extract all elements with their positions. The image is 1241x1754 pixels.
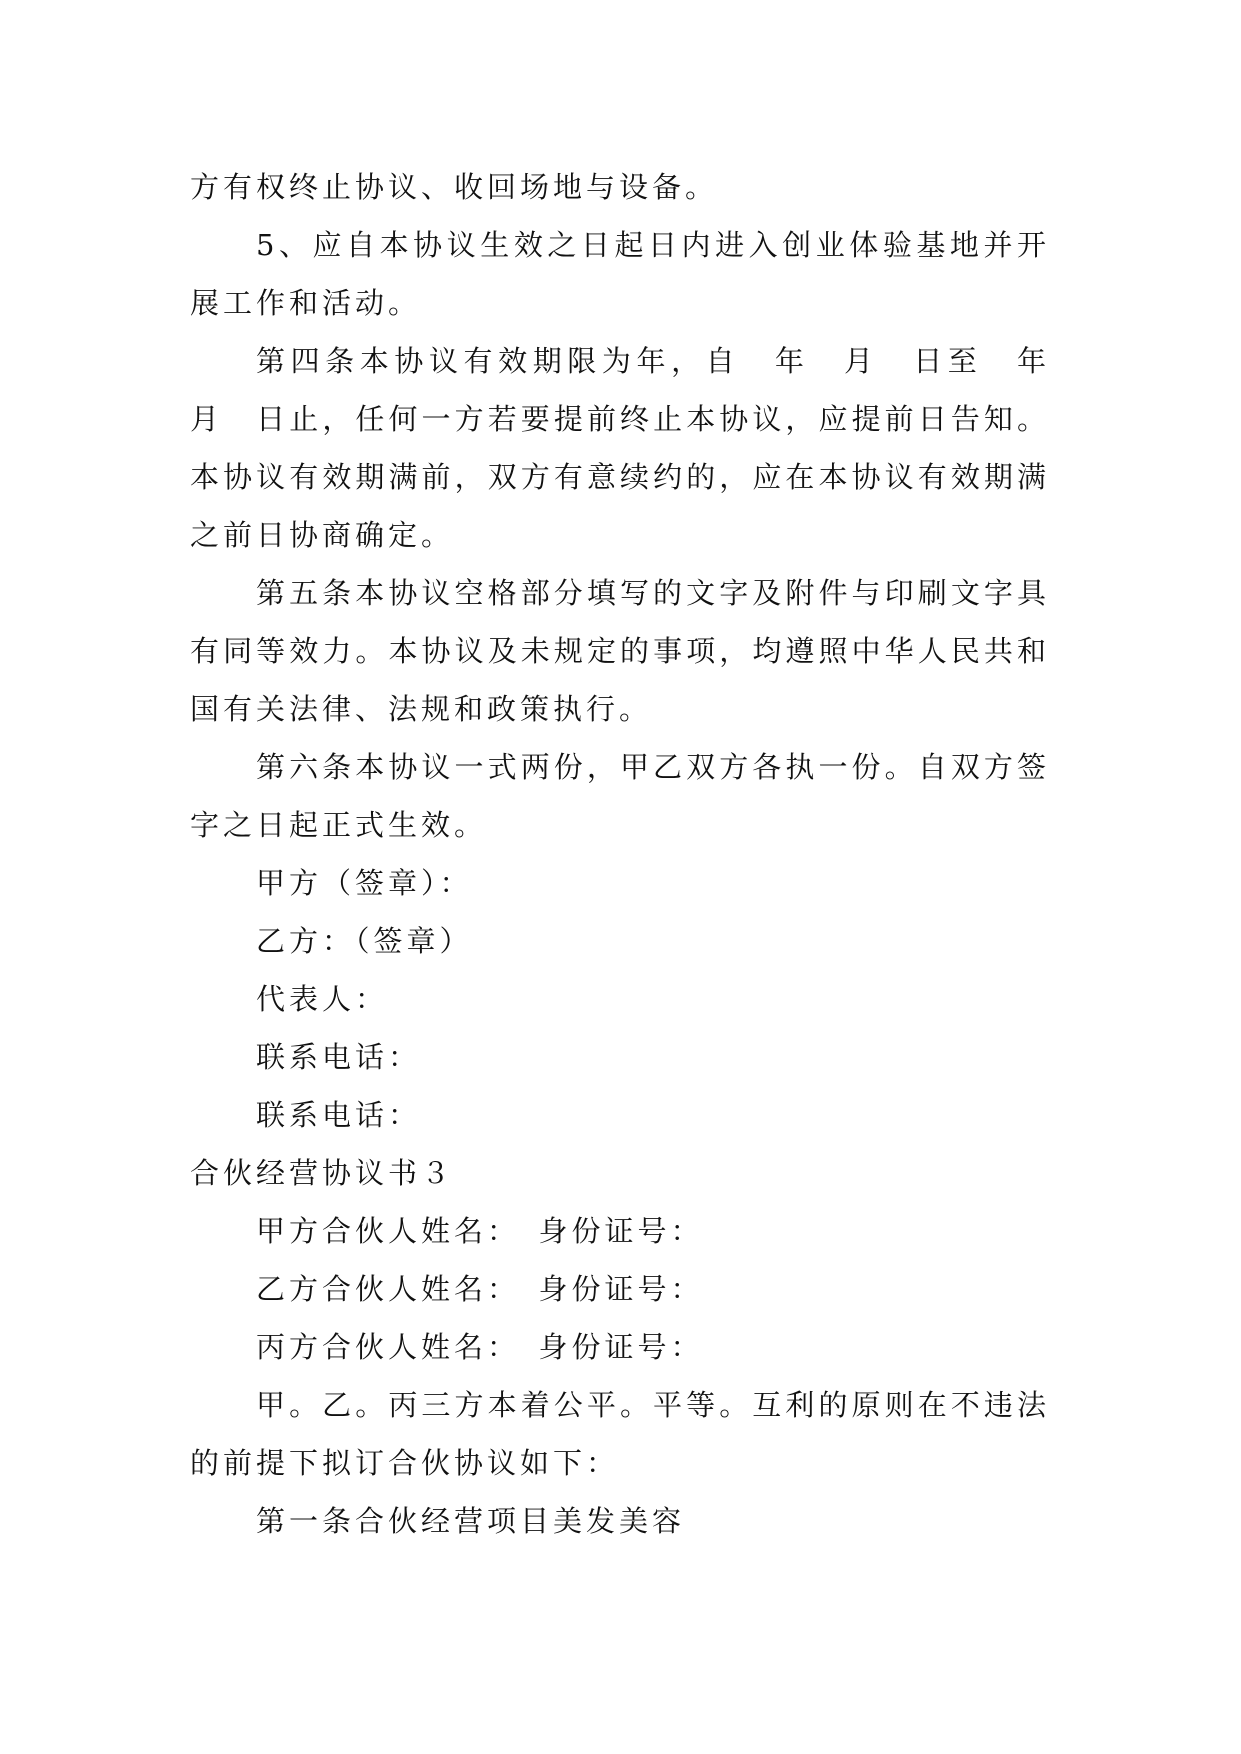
document-body <box>190 158 1084 1550</box>
partner-c-line: 丙方合伙人姓名： 身份证号： <box>256 1330 704 1364</box>
paragraph-principles: 甲。乙。丙三方本着公平。平等。互利的原则在不违法的前提下拟订合伙协议如下： <box>190 1388 1050 1480</box>
representative-line: 代表人： <box>256 982 389 1016</box>
paragraph-item-5: 5、应自本协议生效之日起日内进入创业体验基地并开展工作和活动。 <box>190 228 1050 320</box>
section-heading-agreement-3: 合伙经营协议书３ <box>190 1156 455 1190</box>
paragraph-article-6: 第六条本协议一式两份，甲乙双方各执一份。自双方签字之日起正式生效。 <box>190 750 1050 842</box>
paragraph-article-1: 第一条合伙经营项目美发美容 <box>256 1504 686 1538</box>
paragraph-article-5: 第五条本协议空格部分填写的文字及附件与印刷文字具有同等效力。本协议及未规定的事项，均遵照中华人民共和国有关法律、法规和政策执行。 <box>190 576 1050 726</box>
paragraph-termination-clause-end: 方有权终止协议、收回场地与设备。 <box>190 170 719 204</box>
paragraph-article-4: 第四条本协议有效期限为年，自 年 月 日至 年 月 日止，任何一方若要提前终止本协议，应提前日告知。本协议有效期满前，双方有意续约的，应在本协议有效期满之前日协商确定。 <box>190 344 1084 552</box>
contact-phone-line-1: 联系电话： <box>256 1040 422 1074</box>
signature-party-a: 甲方（签章）： <box>256 866 473 900</box>
partner-a-line: 甲方合伙人姓名： 身份证号： <box>256 1214 704 1248</box>
partner-b-line: 乙方合伙人姓名： 身份证号： <box>256 1272 704 1306</box>
signature-party-b: 乙方：（签章） <box>256 924 473 958</box>
contact-phone-line-2: 联系电话： <box>256 1098 422 1132</box>
